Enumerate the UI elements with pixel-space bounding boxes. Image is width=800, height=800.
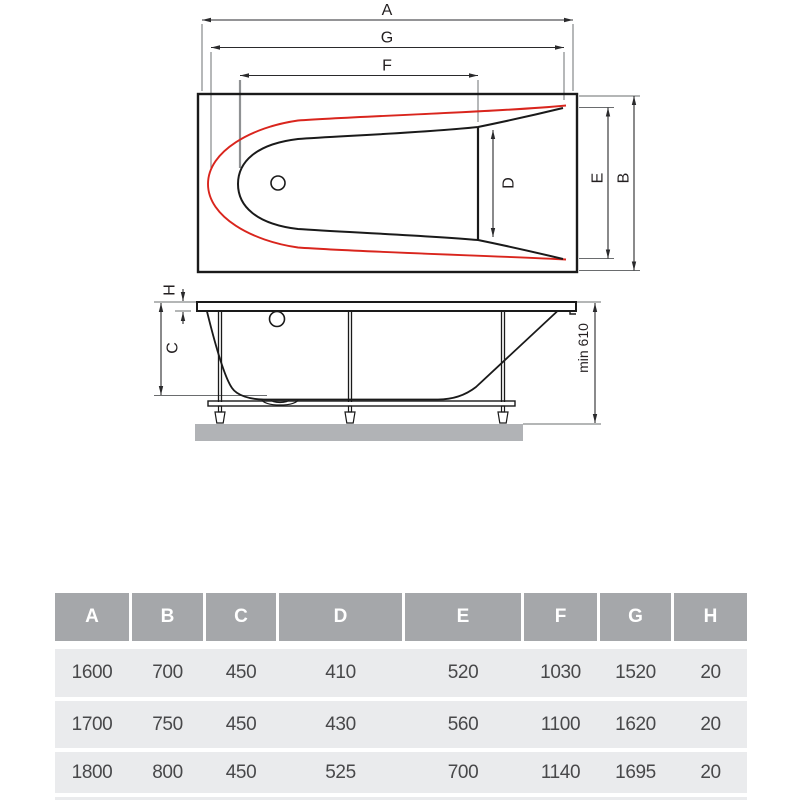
dim-label-g: G — [380, 29, 394, 47]
table-header-cell: G — [600, 593, 671, 641]
table-header-row — [55, 593, 747, 641]
frame-rail — [208, 401, 515, 406]
overflow-hole-side — [270, 312, 285, 327]
table-cell: 410 — [325, 662, 356, 683]
table-cell: 1100 — [540, 713, 581, 735]
table-header-cell: B — [132, 593, 203, 641]
table-cell: 450 — [225, 662, 257, 683]
table-cell: 1520 — [615, 662, 656, 683]
table-cell: 20 — [700, 713, 721, 735]
top-view — [198, 2, 640, 272]
min-height-label: min 610 — [574, 323, 591, 373]
dim-label-e: E — [589, 172, 607, 184]
table-header-cell: E — [405, 593, 521, 641]
table-cell: 1620 — [615, 713, 656, 735]
table-cell: 1800 — [71, 761, 113, 783]
dim-label-f: F — [382, 57, 392, 75]
table-cell: 1600 — [71, 662, 113, 683]
table-cell: 520 — [447, 662, 479, 683]
table-cell: 800 — [152, 761, 183, 783]
dimension-b — [579, 96, 640, 271]
table-cell: 1695 — [615, 761, 656, 783]
dimension-c — [154, 302, 267, 396]
dim-label-c: C — [164, 342, 182, 354]
table-cell: 430 — [325, 713, 356, 735]
table-cell: 525 — [325, 761, 356, 783]
table-cell: 450 — [225, 761, 257, 783]
frame-legs — [219, 311, 505, 402]
table-header-cell: A — [55, 593, 129, 641]
table-cell: 750 — [152, 713, 183, 735]
table-header-cell: F — [524, 593, 597, 641]
dimension-d — [493, 130, 518, 237]
side-view — [154, 284, 601, 441]
dimensions-table — [55, 593, 747, 800]
rim-board — [197, 302, 576, 311]
table-header-cell: C — [206, 593, 276, 641]
table-cell: 1140 — [540, 761, 581, 783]
table-cell: 20 — [700, 662, 721, 683]
table-header-cell: H — [674, 593, 747, 641]
dimension-a — [202, 2, 573, 91]
dim-label-h: H — [161, 284, 179, 296]
table-row — [55, 649, 747, 697]
table-cell: 1700 — [71, 713, 113, 735]
floor — [195, 424, 523, 441]
table-row — [55, 701, 747, 748]
table-cell: 1030 — [540, 662, 581, 683]
table-header-cell: D — [279, 593, 402, 641]
table-row — [55, 752, 747, 793]
dimension-h — [162, 284, 191, 324]
dim-label-b: B — [615, 172, 633, 184]
table-cell: 560 — [447, 713, 479, 735]
dim-label-d: D — [500, 177, 518, 189]
dimension-min-height — [575, 302, 601, 423]
frame-feet — [215, 406, 508, 423]
dim-label-a: A — [381, 2, 393, 19]
table-cell: 450 — [225, 713, 257, 735]
table-cell: 20 — [700, 761, 721, 783]
table-cell: 700 — [447, 761, 479, 783]
dimension-e — [579, 108, 614, 259]
tub-outline-top — [198, 94, 577, 272]
table-cell: 700 — [152, 662, 183, 683]
drain-hole-top — [271, 176, 285, 190]
